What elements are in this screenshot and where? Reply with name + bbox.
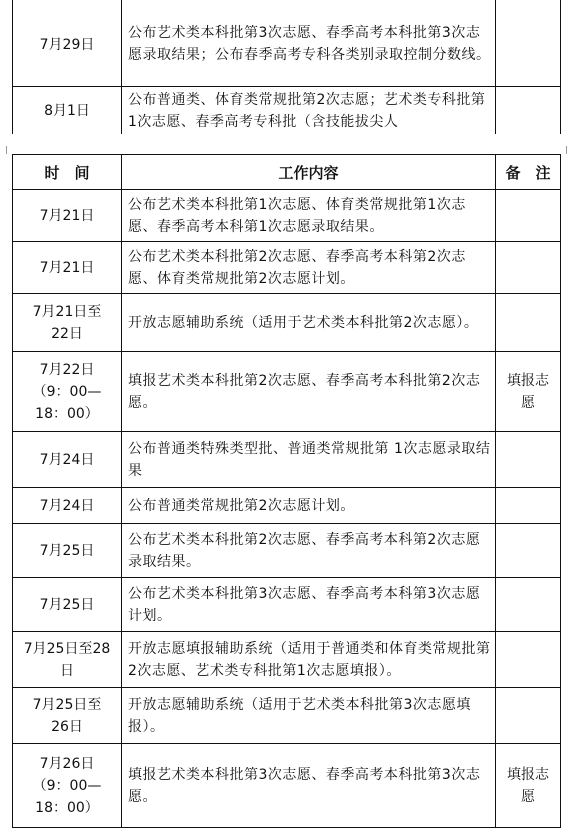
page-mark (566, 146, 567, 154)
content-cell: 填报艺术类本科批第3次志愿、春季高考本科批第3次志愿。 (122, 744, 496, 828)
content-cell: 公布艺术类本科批第3次志愿、春季高考本科第3次志愿计划。 (122, 578, 496, 632)
table-row (13, 294, 561, 352)
header-content: 工作内容 (122, 155, 496, 190)
table-row (13, 688, 561, 744)
note-cell (496, 578, 561, 632)
table-row (13, 488, 561, 524)
table-row (13, 524, 561, 578)
schedule-table (12, 154, 561, 828)
note-cell (496, 688, 561, 744)
content-cell: 公布普通类常规批第2次志愿计划。 (122, 488, 496, 524)
note-cell (496, 488, 561, 524)
table-row (13, 352, 561, 432)
content-cell: 公布艺术类本科批第3次志愿、春季高考本科批第3次志愿录取结果；公布春季高考专科各类别录取控制分数线。 (122, 0, 496, 87)
header-note: 备 注 (496, 155, 561, 190)
page-break-cover (0, 134, 572, 154)
time-cell: 7月25日 (13, 524, 122, 578)
note-cell (496, 87, 561, 136)
table-row (13, 0, 561, 87)
header-time: 时 间 (13, 155, 122, 190)
time-cell: 7月22日（9：00—18：00） (13, 352, 122, 432)
content-cell: 开放志愿辅助系统（适用于艺术类本科批第3次志愿填报）。 (122, 688, 496, 744)
time-cell: 7月21日 (13, 242, 122, 294)
time-cell: 7月29日 (13, 0, 122, 87)
content-cell: 开放志愿填报辅助系统（适用于普通类和体育类常规批第2次志愿、艺术类专科批第1次志愿填报）。 (122, 632, 496, 688)
time-cell: 7月21日至22日 (13, 294, 122, 352)
table-row (13, 87, 561, 136)
note-cell (496, 294, 561, 352)
content-cell: 公布普通类、体育类常规批第2次志愿；艺术类专科批第1次志愿、春季高考专科批（含技能拔尖人 (122, 87, 496, 136)
content-cell: 公布艺术类本科批第2次志愿、春季高考本科第2次志愿、体育类常规批第2次志愿计划。 (122, 242, 496, 294)
previous-page-table (12, 0, 561, 136)
time-cell: 7月21日 (13, 190, 122, 242)
time-cell: 7月25日至26日 (13, 688, 122, 744)
time-cell: 7月25日 (13, 578, 122, 632)
content-cell: 公布艺术类本科批第1次志愿、体育类常规批第1次志愿、春季高考本科第1次志愿录取结果。 (122, 190, 496, 242)
time-cell: 8月1日 (13, 87, 122, 136)
note-cell (496, 242, 561, 294)
note-cell (496, 524, 561, 578)
time-cell: 7月24日 (13, 432, 122, 488)
note-cell (496, 190, 561, 242)
content-cell: 填报艺术类本科批第2次志愿、春季高考本科批第2次志愿。 (122, 352, 496, 432)
content-cell: 公布普通类特殊类型批、普通类常规批第 1次志愿录取结果 (122, 432, 496, 488)
table-row (13, 578, 561, 632)
note-cell: 填报志愿 (496, 744, 561, 828)
table-header-row (13, 155, 561, 190)
table-row (13, 242, 561, 294)
time-cell: 7月26日（9：00—18：00） (13, 744, 122, 828)
content-cell: 公布艺术类本科批第2次志愿、春季高考本科第2次志愿录取结果。 (122, 524, 496, 578)
table-row (13, 190, 561, 242)
note-cell: 填报志愿 (496, 352, 561, 432)
table-row (13, 744, 561, 828)
table-row (13, 632, 561, 688)
time-cell: 7月25日至28日 (13, 632, 122, 688)
note-cell (496, 432, 561, 488)
note-cell (496, 0, 561, 87)
page-mark (6, 146, 7, 154)
time-cell: 7月24日 (13, 488, 122, 524)
table-row (13, 432, 561, 488)
note-cell (496, 632, 561, 688)
content-cell: 开放志愿辅助系统（适用于艺术类本科批第2次志愿）。 (122, 294, 496, 352)
